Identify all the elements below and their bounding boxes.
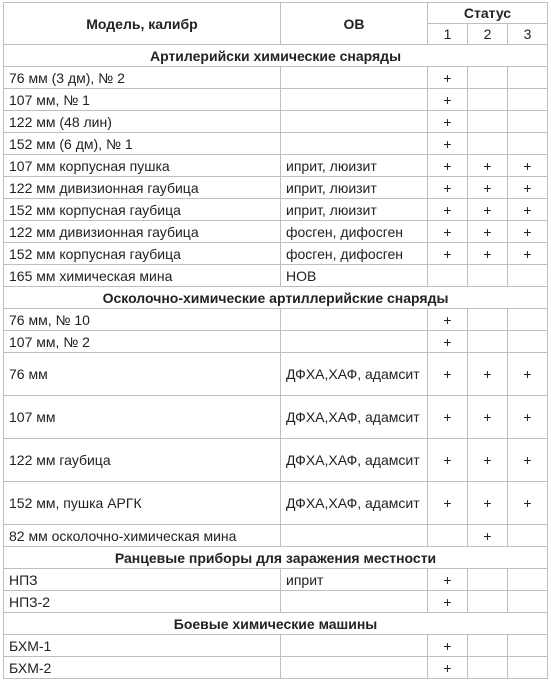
cell-status-1: + xyxy=(428,569,468,591)
cell-status-3 xyxy=(508,67,548,89)
cell-model: 107 мм, № 1 xyxy=(4,89,281,111)
cell-status-3: + xyxy=(508,177,548,199)
cell-agent: ДФХА,ХАФ, адамсит xyxy=(281,396,428,439)
cell-status-2 xyxy=(468,89,508,111)
munitions-table xyxy=(3,2,548,679)
cell-status-3 xyxy=(508,591,548,613)
cell-model: НПЗ xyxy=(4,569,281,591)
cell-status-1: + xyxy=(428,309,468,331)
table-row xyxy=(4,111,548,133)
cell-status-1 xyxy=(428,525,468,547)
cell-status-1: + xyxy=(428,591,468,613)
cell-agent: фосген, дифосген xyxy=(281,221,428,243)
cell-status-2 xyxy=(468,591,508,613)
cell-status-3 xyxy=(508,89,548,111)
cell-model: 76 мм xyxy=(4,353,281,396)
cell-status-2 xyxy=(468,569,508,591)
cell-model: 152 мм, пушка АРГК xyxy=(4,482,281,525)
cell-model: 82 мм осколочно-химическая мина xyxy=(4,525,281,547)
table-row xyxy=(4,177,548,199)
cell-model: 165 мм химическая мина xyxy=(4,265,281,287)
table-row xyxy=(4,525,548,547)
cell-status-2 xyxy=(468,67,508,89)
cell-status-3: + xyxy=(508,221,548,243)
cell-agent: ДФХА,ХАФ, адамсит xyxy=(281,353,428,396)
cell-model: БХМ-1 xyxy=(4,635,281,657)
cell-status-2 xyxy=(468,111,508,133)
cell-status-3: + xyxy=(508,482,548,525)
cell-status-3 xyxy=(508,309,548,331)
cell-status-3 xyxy=(508,525,548,547)
header-status-3: 3 xyxy=(508,24,548,45)
table-row xyxy=(4,439,548,482)
header-status-1: 1 xyxy=(428,24,468,45)
cell-status-3 xyxy=(508,635,548,657)
cell-agent xyxy=(281,331,428,353)
cell-model: 152 мм корпусная гаубица xyxy=(4,199,281,221)
cell-agent: иприт, люизит xyxy=(281,177,428,199)
section-title: Осколочно-химические артиллерийские снаряды xyxy=(4,287,548,309)
cell-status-1: + xyxy=(428,89,468,111)
cell-agent: иприт, люизит xyxy=(281,199,428,221)
cell-agent: ДФХА,ХАФ, адамсит xyxy=(281,439,428,482)
cell-status-1: + xyxy=(428,482,468,525)
cell-status-2: + xyxy=(468,353,508,396)
cell-status-1: + xyxy=(428,657,468,679)
cell-status-1: + xyxy=(428,353,468,396)
cell-agent: иприт xyxy=(281,569,428,591)
cell-status-1: + xyxy=(428,111,468,133)
table-row xyxy=(4,331,548,353)
cell-model: 76 мм, № 10 xyxy=(4,309,281,331)
cell-agent: НОВ xyxy=(281,265,428,287)
section-title: Боевые химические машины xyxy=(4,613,548,635)
cell-status-1: + xyxy=(428,221,468,243)
table-row xyxy=(4,657,548,679)
cell-model: БХМ-2 xyxy=(4,657,281,679)
cell-status-1: + xyxy=(428,67,468,89)
cell-status-3: + xyxy=(508,243,548,265)
cell-status-2: + xyxy=(468,155,508,177)
cell-status-2: + xyxy=(468,396,508,439)
header-row xyxy=(4,3,548,24)
table-row xyxy=(4,482,548,525)
cell-status-3 xyxy=(508,265,548,287)
cell-status-3 xyxy=(508,569,548,591)
cell-model: 152 мм корпусная гаубица xyxy=(4,243,281,265)
cell-status-2: + xyxy=(468,243,508,265)
cell-model: 107 мм xyxy=(4,396,281,439)
cell-agent xyxy=(281,67,428,89)
cell-status-3: + xyxy=(508,396,548,439)
cell-status-3 xyxy=(508,133,548,155)
cell-agent xyxy=(281,635,428,657)
cell-model: 122 мм дивизионная гаубица xyxy=(4,177,281,199)
cell-model: 122 мм (48 лин) xyxy=(4,111,281,133)
table-row xyxy=(4,243,548,265)
table-row xyxy=(4,133,548,155)
cell-agent xyxy=(281,657,428,679)
cell-status-1: + xyxy=(428,177,468,199)
cell-model: 152 мм (6 дм), № 1 xyxy=(4,133,281,155)
cell-status-2: + xyxy=(468,199,508,221)
header-model: Модель, калибр xyxy=(4,3,281,45)
cell-status-2: + xyxy=(468,439,508,482)
cell-agent xyxy=(281,111,428,133)
cell-agent xyxy=(281,525,428,547)
cell-status-3: + xyxy=(508,199,548,221)
table-row xyxy=(4,89,548,111)
table-row xyxy=(4,591,548,613)
cell-agent xyxy=(281,89,428,111)
cell-status-3: + xyxy=(508,439,548,482)
cell-status-1: + xyxy=(428,133,468,155)
cell-status-1: + xyxy=(428,199,468,221)
cell-status-1: + xyxy=(428,331,468,353)
table-row xyxy=(4,67,548,89)
cell-agent: ДФХА,ХАФ, адамсит xyxy=(281,482,428,525)
cell-status-2 xyxy=(468,331,508,353)
table-row xyxy=(4,353,548,396)
table-row xyxy=(4,199,548,221)
table-row xyxy=(4,221,548,243)
table-row xyxy=(4,155,548,177)
header-status: Статус xyxy=(428,3,548,24)
cell-status-1: + xyxy=(428,243,468,265)
cell-status-3 xyxy=(508,111,548,133)
cell-status-3 xyxy=(508,657,548,679)
cell-status-1: + xyxy=(428,439,468,482)
cell-status-1: + xyxy=(428,155,468,177)
cell-status-2: + xyxy=(468,482,508,525)
cell-status-2 xyxy=(468,309,508,331)
cell-status-1: + xyxy=(428,396,468,439)
cell-status-1: + xyxy=(428,635,468,657)
cell-agent xyxy=(281,309,428,331)
cell-status-2 xyxy=(468,657,508,679)
section-row xyxy=(4,287,548,309)
cell-agent: фосген, дифосген xyxy=(281,243,428,265)
cell-agent: иприт, люизит xyxy=(281,155,428,177)
table-row xyxy=(4,635,548,657)
cell-status-1 xyxy=(428,265,468,287)
table-row xyxy=(4,309,548,331)
header-status-2: 2 xyxy=(468,24,508,45)
cell-model: 107 мм корпусная пушка xyxy=(4,155,281,177)
cell-status-2: + xyxy=(468,525,508,547)
cell-status-3: + xyxy=(508,353,548,396)
table-body xyxy=(4,45,548,679)
cell-status-2: + xyxy=(468,221,508,243)
cell-model: 122 мм гаубица xyxy=(4,439,281,482)
table-row xyxy=(4,569,548,591)
cell-status-2 xyxy=(468,133,508,155)
table-row xyxy=(4,265,548,287)
section-row xyxy=(4,613,548,635)
section-title: Артилерийски химические снаряды xyxy=(4,45,548,67)
cell-model: 76 мм (3 дм), № 2 xyxy=(4,67,281,89)
cell-model: 122 мм дивизионная гаубица xyxy=(4,221,281,243)
cell-status-3: + xyxy=(508,155,548,177)
section-title: Ранцевые приборы для заражения местности xyxy=(4,547,548,569)
cell-status-2 xyxy=(468,265,508,287)
header-agent: ОВ xyxy=(281,3,428,45)
table-row xyxy=(4,396,548,439)
cell-agent xyxy=(281,133,428,155)
cell-model: НПЗ-2 xyxy=(4,591,281,613)
section-row xyxy=(4,45,548,67)
cell-agent xyxy=(281,591,428,613)
cell-status-2 xyxy=(468,635,508,657)
cell-status-3 xyxy=(508,331,548,353)
cell-model: 107 мм, № 2 xyxy=(4,331,281,353)
section-row xyxy=(4,547,548,569)
cell-status-2: + xyxy=(468,177,508,199)
